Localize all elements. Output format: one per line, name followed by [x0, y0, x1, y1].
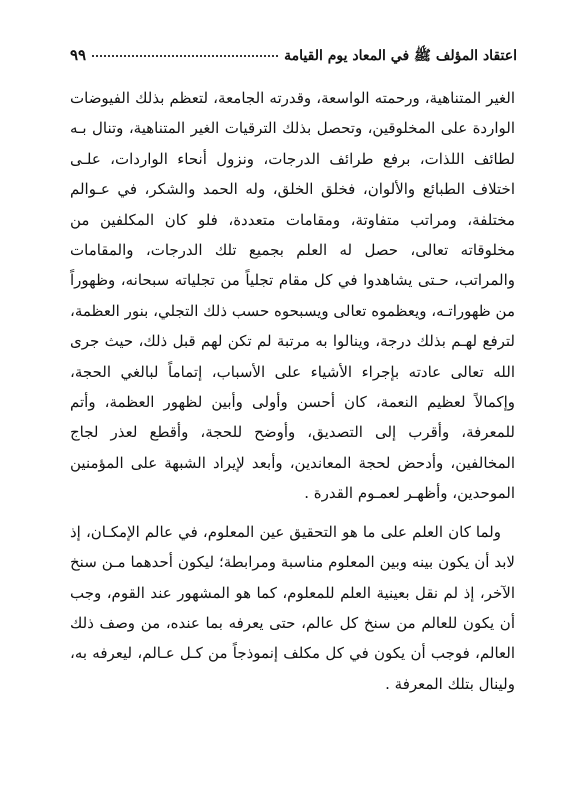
running-header — [70, 46, 517, 70]
header-title: اعتقاد المؤلف ﷺ في المعاد يوم القيامة — [284, 48, 517, 64]
page-number: ٩٩ — [70, 46, 87, 64]
body-text — [70, 83, 515, 699]
header-dot-leader — [92, 55, 278, 57]
paragraph-1: الغير المتناهية، ورحمته الواسعة، وقدرته الجامعة، لتعظم بذلك الفيوضات الواردة على المخلوقين، وتحصل بذلك الترقيات الغير المتناهية، وتنال بـه لطائف اللذات، برفع طرائف الدرجات، ونزول أنحاء الواردات، علـى اختلاف الطبائع والألوان، فخلق الخلق، وله الحمد والشكر، في عـوالم مختلفة، ومراتب متفاوتة، ومقامات متعددة، فلو كان المكلفين من مخلوقاته تعالى، حصل له العلم بجميع تلك الدرجات، والمقامات والمراتب، حـتى يشاهدوا في كل مقام تجلياً من تجلياته سبحانه، وظهوراً من ظهوراتـه، ويعظموه تعالى ويسبحوه حسب ذلك التجلي، بنور العظمة، لترفع لهـم بذلك درجة، وينالوا به مرتبة لم تكن لهم قبل ذلك، حيث جرى الله تعالى عادته بإجراء الأشياء على الأسباب، إتماماً لبالغي الحجة، وإكمالاً لعظيم النعمة، كان أحسن وأولى وأبين لظهور العظمة، وأتم للمعرفة، وأقرب إلى التصديق، وأوضح للحجة، وأقطع لعذر لجاج المخالفين، وأدحض لحجة المعاندين، وأبعد لإيراد الشبهة على المؤمنين الموحدين، وأظهـر لعمـوم القدرة . — [70, 89, 515, 503]
paragraph-2: ولما كان العلم على ما هو التحقيق عين المعلوم، في عالم الإمكـان، إذ لابد أن يكون بينه وبين المعلوم مناسبة ومرابطة؛ ليكون أحدهما مـن سنخ الآخر، إذ لم نقل بعينية العلم للمعلوم، كما هو المشهور عند القوم، وجب أن يكون للعالم من سنخ كل عالم، حتى يعرفه بما عنده، من وصف ذلك العالم، فوجب أن يكون في كل مكلف إنموذجاً من كـل عـالم، ليعرفه به، ولينال بتلك المعرفة . — [70, 522, 515, 693]
